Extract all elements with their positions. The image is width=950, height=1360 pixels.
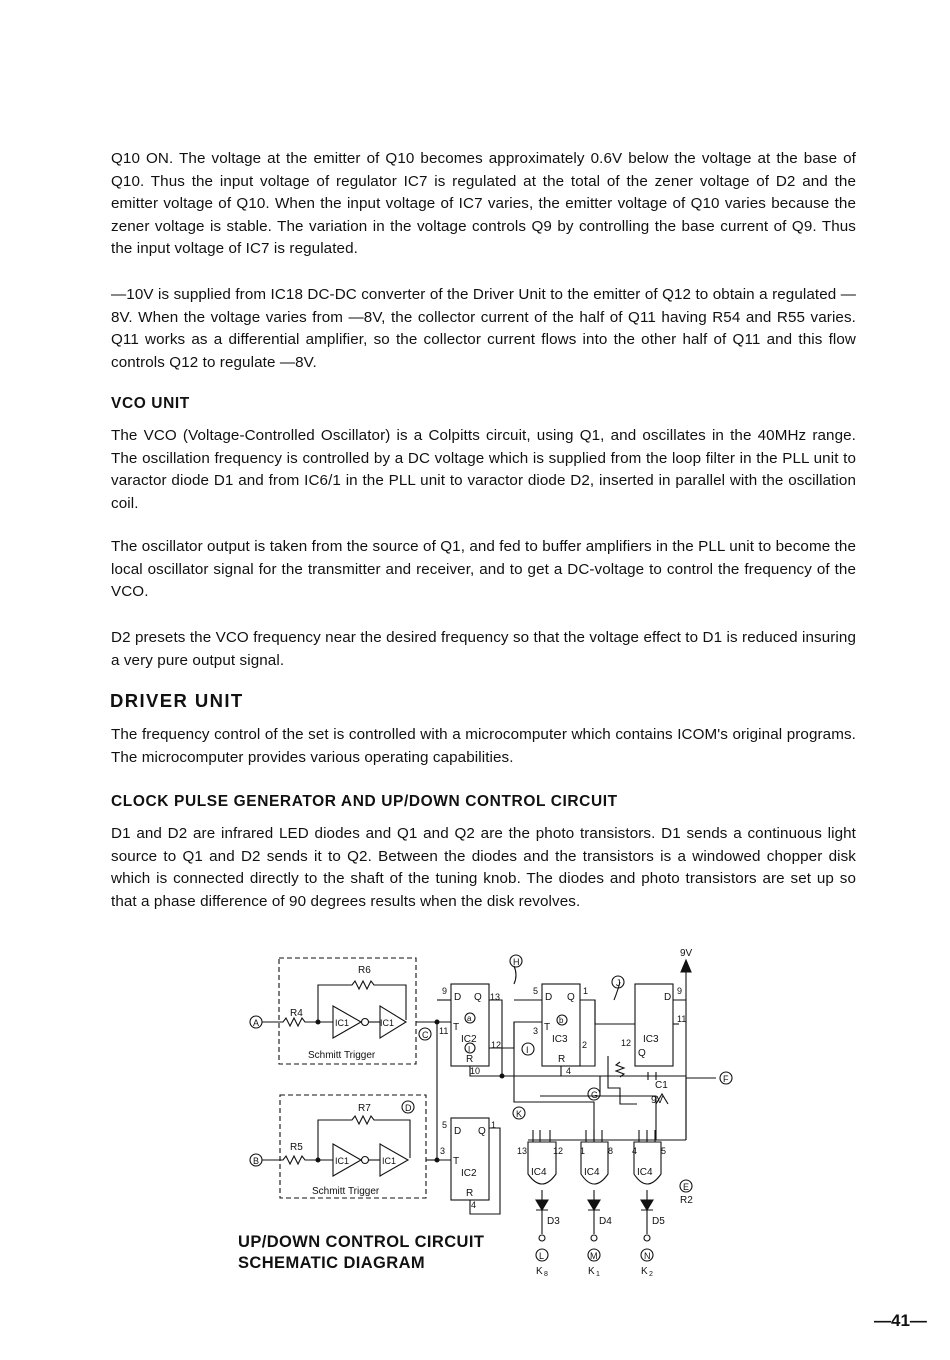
ic2b-t: T [453, 1156, 460, 1167]
label-k2-sub: 2 [649, 1271, 653, 1278]
node-k-label: K [516, 1109, 523, 1119]
ic3a-q: Q [567, 992, 575, 1003]
paragraph-vco: The VCO (Voltage-Controlled Oscillator) is a Colpitts circuit, using Q1, and oscillates in the 40MHz range. The oscillation frequency is controlled by a DC voltage which is supplied from the loop filter in the PLL unit to varactor diode D1 and from IC6/1 in the PLL unit to varactor diode D2, inserted in parallel with the oscillation coil. [111, 427, 856, 512]
ic4-pin-1: 1 [580, 1146, 586, 1156]
label-ic1-c: IC1 [335, 1156, 350, 1166]
heading-vco-unit: VCO UNIT [111, 395, 190, 412]
label-k8-sub: 8 [544, 1271, 548, 1278]
node-e-label: E [683, 1182, 690, 1192]
pin-5b: 5 [442, 1120, 448, 1130]
node-m-label: M [590, 1251, 598, 1261]
marker-c [419, 1028, 431, 1040]
ic2a-d: D [454, 992, 462, 1003]
ic3b-d: D [664, 992, 672, 1003]
node-l-label: L [539, 1251, 545, 1261]
label-d3: D3 [547, 1216, 560, 1227]
ic4-pin-5: 5 [661, 1146, 667, 1156]
label-ic1-a: IC1 [335, 1018, 350, 1028]
pin-5: 5 [533, 986, 539, 996]
ic2a-label: IC2 [461, 1034, 477, 1045]
ic2b-label: IC2 [461, 1168, 477, 1179]
pin-11: 11 [439, 1026, 449, 1036]
ic2a-t: T [453, 1022, 460, 1033]
label-schmitt-upper: Schmitt Trigger [308, 1050, 376, 1061]
ic4-gates [517, 1130, 686, 1184]
node-h-label: H [513, 957, 520, 967]
pin-9: 9 [442, 986, 448, 996]
pin-3: 3 [533, 1026, 539, 1036]
label-9v-top: 9V [680, 948, 693, 959]
label-ic1-d: IC1 [382, 1156, 397, 1166]
label-r5: R5 [290, 1142, 303, 1153]
terminal-b [250, 1154, 262, 1166]
marker-d [402, 1101, 414, 1113]
node-j-label: J [616, 978, 621, 988]
ic2-upper [451, 984, 489, 1066]
pin-1b: 1 [491, 1120, 497, 1130]
heading-driver-unit: DRIVER UNIT [110, 690, 244, 711]
label-ic1-b: IC1 [380, 1018, 395, 1028]
up-down-schematic [240, 940, 729, 1280]
paragraph-minus-8v: —10V is supplied from IC18 DC-DC converter of the Driver Unit to the emitter of Q12 to obtain a regulated —8V. When the voltage varies from —8V, the collector current of the half of Q11 having R54 and R55 varies. Q11 works as a differential amplifier, so the collector current flows into the other half of Q11 and this flow controls Q12 to regulate —8V. [111, 286, 856, 371]
node-f-label: F [723, 1074, 729, 1084]
ic4-label-1: IC4 [531, 1167, 547, 1178]
paragraph-regulator: Q10 ON. The voltage at the emitter of Q10 becomes approximately 0.6V below the voltage at the base of Q10. Thus the input voltage of regulator IC7 is regulated at the total of the zener voltage of D2 and the emitter voltage of Q10. When the input voltage of IC7 varies, the emitter voltage of Q10 varies because the zener voltage is stable. The variation in the voltage controls Q9 by controlling the base current of Q9. Thus the input voltage of IC7 is regulated. [111, 150, 856, 257]
ic4-pin-13: 13 [517, 1146, 528, 1156]
label-d4: D4 [599, 1216, 612, 1227]
pin-3b: 3 [440, 1146, 446, 1156]
node-g-label: G [591, 1090, 599, 1100]
ic3b-q: Q [638, 1048, 646, 1059]
schematic-caption-line1: UP/DOWN CONTROL CIRCUIT [238, 1233, 485, 1251]
ic3a-d: D [545, 992, 553, 1003]
label-k2: K [641, 1266, 648, 1277]
node-i-label: I [468, 1045, 471, 1054]
trigger-box-upper [262, 958, 416, 1064]
ic2b-q: Q [478, 1126, 486, 1137]
paragraph-clock-pulse: D1 and D2 are infrared LED diodes and Q1 and Q2 are the photo transistors. D1 sends a continuous light source to Q1 and D2 sends it to Q2. Between the diodes and the transistors is a windowed chopper disk which is connected directly to the shaft of the tuning knob. The diodes and photo transistors are set up so that a phase difference of 90 degrees results when the disk revolves. [111, 825, 856, 910]
ic4-label-2: IC4 [584, 1167, 600, 1178]
pin-12b: 12 [621, 1038, 632, 1048]
terminal-a [250, 1016, 262, 1028]
pin-4b: 4 [471, 1200, 477, 1210]
node-i-label-2: I [526, 1045, 529, 1055]
label-schmitt-lower: Schmitt Trigger [312, 1186, 380, 1197]
ic4-pin-8: 8 [608, 1146, 614, 1156]
ic3-left [542, 984, 580, 1066]
node-n-label: N [644, 1251, 651, 1261]
label-k1: K [588, 1266, 595, 1277]
ic2a-r: R [466, 1054, 474, 1065]
label-k1-sub: 1 [596, 1271, 600, 1278]
node-a-label: A [253, 1018, 260, 1028]
node-d-label: D [405, 1103, 412, 1113]
diodes-outputs [536, 1190, 665, 1278]
ic2b-d: D [454, 1126, 462, 1137]
label-c1: C1 [655, 1080, 668, 1091]
ic4-pin-12: 12 [553, 1146, 564, 1156]
pin-4: 4 [566, 1066, 572, 1076]
pin-9b: 9 [677, 986, 683, 996]
pin-1: 1 [583, 986, 589, 996]
ic2a-q: Q [474, 992, 482, 1003]
pin-11b: 11 [677, 1014, 687, 1024]
label-r4: R4 [290, 1008, 303, 1019]
label-9v-mid: 9V [651, 1095, 664, 1106]
pin-13: 13 [490, 992, 501, 1002]
node-c-label: C [422, 1030, 429, 1040]
ic2-lower [451, 1118, 489, 1200]
ic2b-r: R [466, 1188, 474, 1199]
ic2a-q-a: a [467, 1014, 472, 1023]
node-b-label: B [253, 1156, 260, 1166]
ic3b-label: IC3 [643, 1034, 659, 1045]
label-k8: K [536, 1266, 543, 1277]
ic3-right [635, 984, 673, 1066]
ic3a-q-b: b [559, 1016, 564, 1025]
ic4-label-3: IC4 [637, 1167, 653, 1178]
page-number: —41— [874, 1311, 927, 1330]
schematic-caption-line2: SCHEMATIC DIAGRAM [238, 1254, 426, 1272]
ic3a-t: T [544, 1022, 551, 1033]
paragraph-oscillator-output: The oscillator output is taken from the source of Q1, and fed to buffer amplifiers in the PLL unit to become the local oscillator signal for the transmitter and receiver, and to get a DC-voltage to control the frequency of the VCO. [111, 538, 856, 600]
pin-12: 12 [491, 1040, 502, 1050]
paragraph-d2-presets: D2 presets the VCO frequency near the desired frequency so that the voltage effect to D1 is reduced insuring a very pure output signal. [111, 629, 856, 669]
heading-clock-pulse: CLOCK PULSE GENERATOR AND UP/DOWN CONTROL CIRCUIT [111, 793, 618, 810]
label-r7: R7 [358, 1103, 371, 1114]
label-r6: R6 [358, 965, 371, 976]
pin-10: 10 [470, 1066, 481, 1076]
ic4-pin-4: 4 [632, 1146, 638, 1156]
pin-2: 2 [582, 1040, 588, 1050]
trigger-box-lower [262, 1095, 426, 1198]
ic3a-label: IC3 [552, 1034, 568, 1045]
paragraph-driver: The frequency control of the set is controlled with a microcomputer which contains ICOM's original programs. The microcomputer provides various operating capabilities. [111, 726, 856, 766]
ic3a-r: R [558, 1054, 566, 1065]
label-d5: D5 [652, 1216, 665, 1227]
label-r2: R2 [680, 1195, 693, 1206]
